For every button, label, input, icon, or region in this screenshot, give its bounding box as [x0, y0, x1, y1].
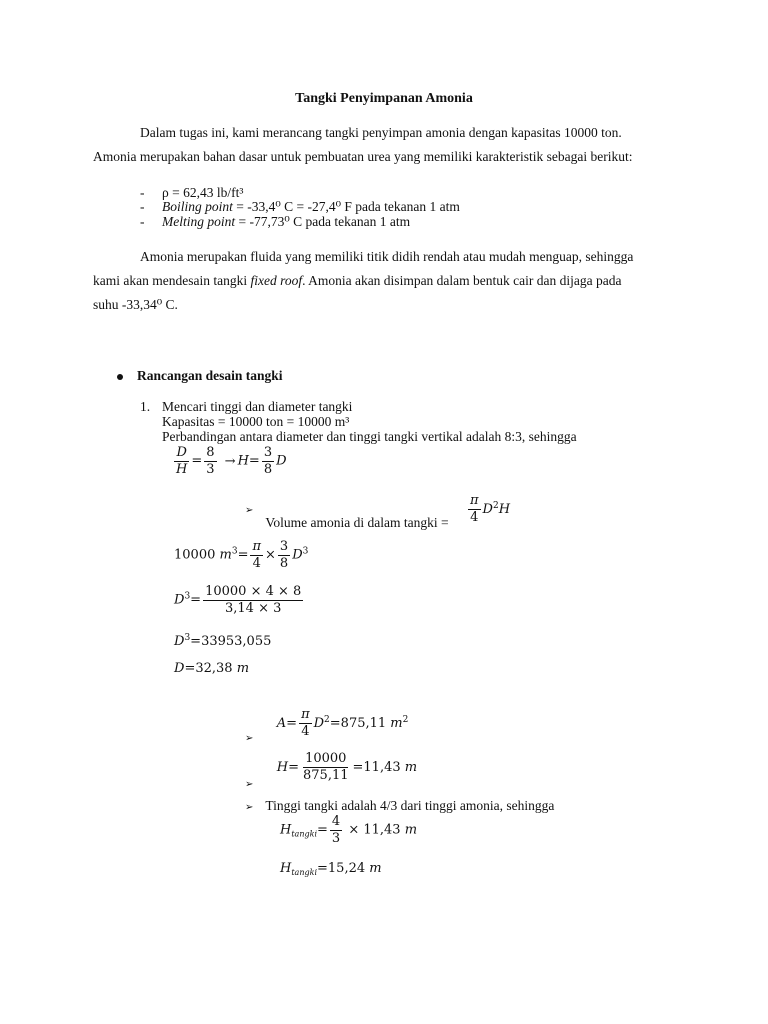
section-heading: Rancangan desain tangki: [137, 368, 283, 383]
unit-m: m: [404, 759, 418, 775]
fraction-denominator: 3: [206, 461, 215, 477]
step-number: 1.: [140, 399, 151, 414]
fraction-pi-over-4: [468, 494, 481, 524]
fraction-numerator: 10000: [305, 751, 347, 766]
equation-tank-height: [280, 815, 417, 845]
list-dash: -: [140, 185, 145, 200]
fraction-numerator: 10000 × 4 × 8: [205, 584, 302, 599]
fraction-8-over-3: [204, 446, 216, 476]
equals-sign: =: [317, 822, 328, 838]
implies-arrow: →: [224, 453, 236, 469]
fraction-d-cubed: [203, 585, 303, 615]
fraction-denominator: 8: [279, 555, 289, 571]
unit-m: m: [390, 715, 403, 731]
fraction-numerator: 3: [279, 539, 289, 554]
intro-line-2: Amonia merupakan bahan dasar untuk pembuatan urea yang memiliki karakteristik sebagai berikut:: [93, 149, 633, 164]
fraction-d-over-h: [174, 446, 189, 476]
equation-ratio: [172, 446, 287, 476]
exponent: 2: [324, 714, 330, 725]
var-d: D: [174, 661, 185, 676]
exponent: 2: [402, 714, 409, 725]
property-item: [140, 186, 243, 200]
var-d: D: [292, 547, 303, 563]
fraction-pi-over-4: [299, 708, 312, 738]
times-sign: ×: [265, 547, 276, 563]
unit-m: m: [219, 547, 232, 563]
page-title: Tangki Penyimpanan Amonia: [295, 91, 473, 106]
para2-line-2: [93, 274, 621, 288]
volume-formula: [466, 493, 511, 525]
unit-m: m: [404, 822, 418, 838]
equation-d-cubed-value: [174, 634, 271, 648]
var-a: A: [276, 715, 287, 731]
var-d: D: [174, 634, 185, 649]
fraction-denominator: 4: [252, 555, 261, 571]
tank-height-item: [245, 799, 554, 813]
var-h: H: [237, 453, 249, 469]
var-d: D: [313, 715, 325, 731]
result-value: =33953,055: [190, 634, 272, 649]
capacity-text: Kapasitas = 10000 ton = 10000 m³: [162, 414, 350, 429]
equation-volume: [174, 540, 308, 570]
fraction-denominator: 4: [301, 723, 310, 739]
capacity-number: 10000: [174, 547, 220, 563]
property-item: [140, 215, 410, 229]
fraction-numerator: D: [176, 445, 187, 460]
para2-line-3: suhu -33,34⁰ C.: [93, 297, 178, 312]
result-value: × 11,43: [344, 822, 405, 838]
height-item: [245, 751, 418, 790]
arrow-bullet-icon: ➢: [245, 778, 254, 790]
density-text: ρ = 62,43 lb/ft³: [162, 185, 244, 200]
var-h: H: [280, 861, 292, 876]
melting-point-label: Melting point: [162, 214, 236, 229]
equals-sign: =: [248, 453, 260, 469]
equation-d-cubed-fraction: [174, 585, 305, 615]
exponent: 2: [492, 500, 499, 511]
section-bullet-item: [117, 369, 283, 383]
fraction-denominator: 3: [331, 830, 341, 846]
bullet-icon: [117, 374, 123, 380]
equation-d-value: [174, 662, 249, 675]
para2-line-2-post: . Amonia akan disimpan dalam bentuk cair dan dijaga pada: [302, 273, 622, 288]
para2-line-1: Amonia merupakan fluida yang memiliki titik didih rendah atau mudah menguap, sehingga: [140, 249, 634, 264]
fraction-numerator: π: [252, 539, 262, 554]
equals-sign: =: [190, 592, 202, 608]
fixed-roof-term: fixed roof: [250, 273, 303, 288]
equation-tank-height-result: [280, 862, 382, 877]
boiling-point-value: = -33,4⁰ C = -27,4⁰ F pada tekanan 1 atm: [232, 199, 460, 214]
subscript: tangki: [291, 868, 318, 877]
equals-sign: =: [288, 759, 300, 775]
volume-item: [245, 493, 511, 530]
var-d: D: [276, 453, 287, 469]
var-d: D: [482, 501, 493, 517]
arrow-bullet-icon: ➢: [245, 504, 254, 516]
unit-m: m: [369, 861, 382, 876]
exponent: 3: [231, 546, 238, 557]
fraction-numerator: 4: [331, 814, 341, 829]
fraction-pi-over-4: [250, 540, 263, 570]
list-dash: -: [140, 199, 145, 214]
para2-line-2-pre: kami akan mendesain tangki: [93, 273, 251, 288]
tank-height-text: Tinggi tangki adalah 4/3 dari tinggi amonia, sehingga: [265, 798, 555, 813]
exponent: 3: [302, 546, 309, 557]
boiling-point-label: Boiling point: [162, 199, 233, 214]
var-h: H: [280, 822, 292, 838]
var-d: D: [174, 592, 185, 608]
list-dash: -: [140, 214, 145, 229]
fraction-numerator: π: [301, 707, 310, 722]
equation-area: [276, 707, 409, 739]
step-title: Mencari tinggi dan diameter tangki: [162, 399, 353, 414]
var-h: H: [498, 501, 511, 517]
unit-m: m: [236, 661, 250, 676]
equals-sign: =: [237, 547, 249, 563]
exponent: 3: [184, 591, 191, 602]
result-value: =15,24: [317, 861, 370, 876]
melting-point-value: = -77,73⁰ C pada tekanan 1 atm: [235, 214, 411, 229]
fraction-height: [301, 752, 351, 782]
result-value: =875,11: [329, 715, 391, 731]
ratio-text: Perbandingan antara diameter dan tinggi tangki vertikal adalah 8:3, sehingga: [162, 429, 577, 444]
result-value: =11,43: [352, 759, 405, 775]
exponent: 3: [184, 633, 191, 643]
fraction-denominator: 8: [263, 461, 273, 477]
fraction-3-over-8: [262, 446, 274, 476]
fraction-denominator: 875,11: [303, 767, 349, 783]
arrow-bullet-icon: ➢: [245, 732, 254, 744]
fraction-numerator: π: [469, 493, 479, 508]
var-h: H: [276, 759, 289, 775]
fraction-4-over-3: [330, 815, 342, 845]
fraction-denominator: 3,14 × 3: [225, 600, 282, 616]
fraction-numerator: 3: [263, 445, 273, 460]
equals-sign: =: [286, 715, 298, 731]
equation-height: [276, 751, 418, 783]
property-item: [140, 200, 460, 214]
fraction-3-over-8: [278, 540, 290, 570]
intro-line-1: Dalam tugas ini, kami merancang tangki penyimpan amonia dengan kapasitas 10000 ton.: [140, 125, 622, 140]
subscript: tangki: [291, 829, 318, 839]
fraction-denominator: 4: [470, 509, 479, 525]
equals-sign: =: [191, 453, 203, 469]
result-value: =32,38: [184, 661, 237, 676]
fraction-denominator: H: [176, 461, 188, 477]
area-item: [245, 707, 409, 744]
arrow-bullet-icon: ➢: [245, 802, 254, 813]
volume-text: Volume amonia di dalam tangki =: [265, 514, 449, 530]
fraction-numerator: 8: [206, 445, 215, 460]
